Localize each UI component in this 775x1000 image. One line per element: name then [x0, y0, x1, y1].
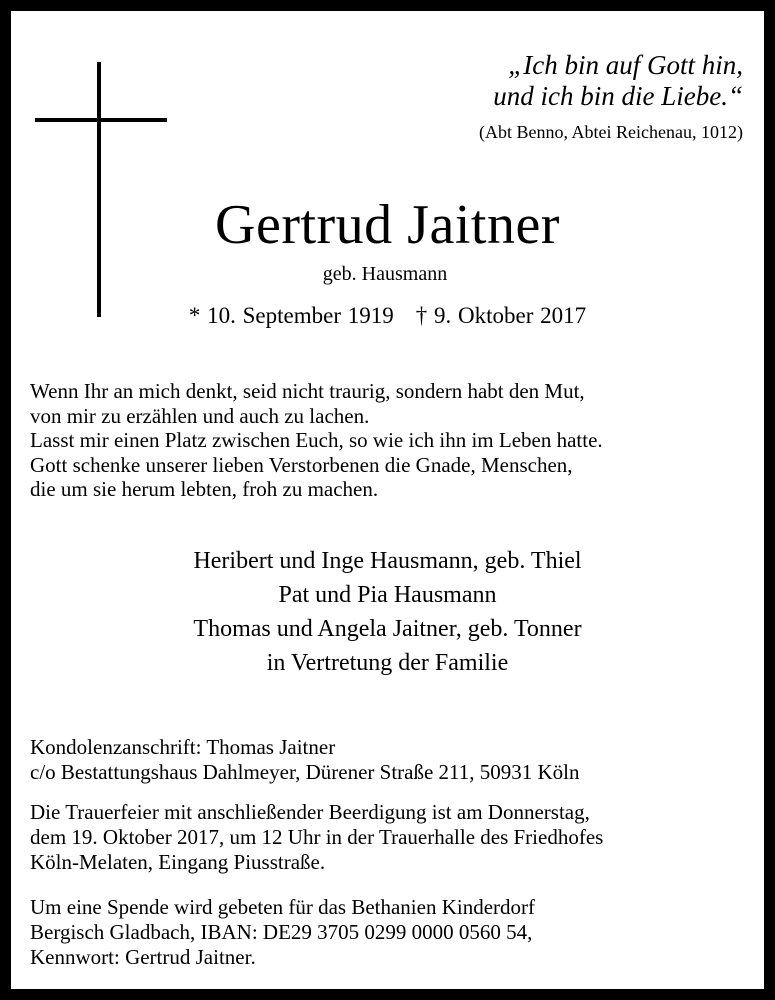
quote-line: und ich bin die Liebe.“	[493, 81, 743, 111]
maiden-name: geb. Hausmann	[322, 263, 448, 285]
birth-date: * 10. September 1919	[188, 303, 394, 328]
quote-line: „Ich bin auf Gott hin,	[508, 50, 743, 80]
mourner-line: Heribert und Inge Hausmann, geb. Thiel	[193, 548, 582, 574]
donation-line: Kennwort: Gertrud Jaitner.	[30, 945, 256, 969]
ceremony-line: dem 19. Oktober 2017, um 12 Uhr in der Trauerhalle des Friedhofes	[30, 825, 604, 849]
memorial-text-line: Gott schenke unserer lieben Verstorbenen die Gnade, Menschen,	[30, 452, 573, 477]
memorial-text-line: die um sie herum lebten, froh zu machen.	[30, 477, 379, 502]
funeral-ceremony-info	[30, 800, 750, 875]
quote-source: (Abt Benno, Abtei Reichenau, 1012)	[479, 122, 743, 142]
mourner-line: in Vertretung der Familie	[266, 650, 509, 676]
donation-line: Bergisch Gladbach, IBAN: DE29 3705 0299 0000 0560 54,	[30, 920, 533, 944]
mourner-line: Thomas und Angela Jaitner, geb. Tonner	[193, 616, 582, 642]
donation-request	[30, 895, 750, 970]
death-date: † 9. Oktober 2017	[415, 303, 587, 328]
deceased-name: Gertrud Jaitner	[215, 194, 560, 256]
memorial-text-line: Wenn Ihr an mich denkt, seid nicht traurig, sondern habt den Mut,	[30, 379, 585, 403]
life-dates	[150, 300, 625, 332]
donation-line: Um eine Spende wird gebeten für das Bethanien Kinderdorf	[30, 895, 536, 919]
ceremony-line: Köln-Melaten, Eingang Piusstraße.	[30, 850, 326, 874]
mourner-line: Pat und Pia Hausmann	[278, 582, 497, 608]
condolence-line: Kondolenzanschrift: Thomas Jaitner	[30, 735, 336, 759]
cross-icon	[97, 62, 101, 317]
epigraph-quote	[323, 50, 743, 112]
memorial-text-line: von mir zu erzählen und auch zu lachen.	[30, 403, 370, 428]
condolence-line: c/o Bestattungshaus Dahlmeyer, Dürener Straße 211, 50931 Köln	[30, 760, 580, 784]
memorial-text	[30, 379, 750, 502]
memorial-text-line: Lasst mir einen Platz zwischen Euch, so wie ich ihn im Leben hatte.	[30, 428, 603, 453]
cross-icon-bar	[35, 118, 167, 122]
ceremony-line: Die Trauerfeier mit anschließender Beerdigung ist am Donnerstag,	[30, 800, 590, 824]
condolence-address	[30, 735, 750, 785]
mourners-list	[60, 544, 715, 680]
